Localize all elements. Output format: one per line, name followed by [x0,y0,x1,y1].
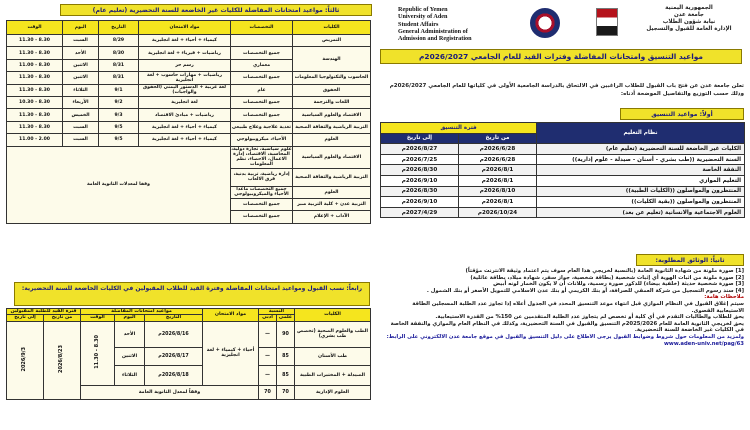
table-row [381,154,745,165]
table-row [7,35,371,47]
cell-scientific: 70 [277,385,295,399]
cell-spec: علوم سياسية، تجارة دولية، المحاسبة، الاقتصاد، إدارة الاعمال، الاحصاء، نظم المعلومات [231,147,292,168]
cell-college: العلوم [293,134,371,146]
cell-day: السبت [63,134,99,146]
documents-list [386,268,744,347]
document-item: [4] سند رسوم التسجيل من شركة العمقي للصرافة، أو بنك الكريمي أو بنك عدن الاسلامي للتمويل الأصغر أو بنك الشمول . [426,287,744,294]
row-to: 2026/8/30م [381,186,459,197]
cell-college: الحاسوب والتكنولوجيا المعلومات [293,72,371,84]
cell-exam-day: الثلاثاء [115,365,145,385]
cell-college: الآداب + الإعلام [293,211,371,223]
head-to: إلى تاريخ [381,133,459,144]
cell-spec: جميع التخصصات [231,72,293,84]
head-ratio: النسبة [259,309,295,315]
header-en-line: Admission and Registration [398,35,472,43]
cell-college: الهندسة [293,47,371,72]
cell-date: 8/31 [99,72,139,84]
cell-subjects: كيمياء + أحياء + لغة انجليزية [139,35,231,47]
reg-to-text: 2026/9/3 [21,346,28,372]
table-row [7,134,371,146]
row-from: 2026/6/28م [459,154,537,165]
table-row [381,207,745,218]
cell-date: 8/30 [99,47,139,59]
note-item: يحق لخريجي الثانوية العامة للعام 2025/2026م التنسيق والقبول في السنة التحضيرية، وكذلك في النظام العام والموازي والنفقة الخاصة في الكليات غير الخاضعة للسنة التحضيرية. [390,320,744,334]
cell-spec [231,35,293,47]
cell-spec: الأحياء، ميكروبيولوجي [231,134,293,146]
head-scientific: علمي [277,315,295,321]
note-item: ولمزيد من المعلومات حول شروط وضوابط القبول يرجى الاطلاع على دليل التنسيق والقبول في موقع جامعة عدن الالكتروني على الرابط: www.aden-univ.net/pag/63 [386,333,744,347]
cell-exam-date: 2026/8/16م [145,321,203,347]
cell-date: 9/3 [99,109,139,121]
cell-time: 8.30 - 11.30 [7,109,63,121]
header-english [398,6,508,42]
row-from: 2026/10/24م [459,207,537,218]
head-reg-to: إلى تاريخ [7,315,44,321]
cell-college: طب الأسنان [295,347,371,365]
cell-day: الاثنين [63,59,99,71]
head-time: الوقت [7,21,63,35]
note-item: يحق للطلاب والطالبات التقدم في أي كلية أو تخصص لم يتجاوز عدد الطلبة المتقدمين عن 150% من القدرة الاستيعابية. [435,314,744,321]
exam-schedule-table [6,20,370,224]
document-item: [1] صورة ملونة من شهادة الثانوية العامة (بالنسبة لخريجي هذا العام سوف يتم اعتماد وثيقة الانترنت مؤقتاً) [465,268,744,274]
header-en-line: General Administration of [398,27,468,35]
head-period: فترة التنسيق [381,123,537,134]
header-ar-line: الجمهورية اليمنية [665,5,713,11]
header-en-line: University of Aden [398,13,448,21]
header-en-line: Republic of Yemen [398,6,448,13]
cell-time: 2.00 - 11.00 [7,134,63,146]
cell-college: التربية الرياضية والثقافة الصحية [293,168,371,186]
table-row [381,175,745,186]
cell-time: 8.30 - 11.30 [7,35,63,47]
cell-spec: جميع التخصصات ماعدا الأحياء والميكروبيولوجي [231,186,293,198]
row-category: المنتظرون والمواصلون ((الكليات الطبية)) [537,186,745,197]
cell-by-average: وفقا لمعدلات الثانوية العامة [7,146,231,223]
intro-paragraph: تعلن جامعة عدن عن فتح باب القبول للطلاب الراغبين في الالتحاق بالدراسة الجامعية الأولى في كلياتها للعام الجامعي 2026/2027م وذلك حسب التوزيع والتفاصيل الموضحة أدناه: [389,83,744,97]
header-en-line: Student Affairs [398,20,439,28]
cell-spec: تغذية علاجية وعلاج طبيعي [231,121,293,133]
row-from: 2026/8/1م [459,175,537,186]
cell-date: 9/1 [99,84,139,96]
row-category: العلوم الاجتماعية والانسانية (تعليم عن بعد) [537,207,745,218]
cell-day: السبت [63,35,99,47]
coordination-table [380,122,744,218]
cell-college: التربية الرياضية والثقافة الصحية [293,121,371,133]
head-colleges: الكليات [295,309,371,322]
table-row [381,197,745,208]
cell-date: 9/5 [99,121,139,133]
cell-college: الطب والعلوم الصحية (تخصص طب بشري) [295,321,371,347]
notes-title: ملاحظات هامة: [704,294,744,301]
head-registration: فترة القيد للطلبة المقبولين [7,309,81,315]
cell-college: التمريض [293,35,371,47]
cell-literary: — [259,321,277,347]
university-seal-icon [530,8,560,38]
head-date: التاريخ [145,315,203,321]
row-to: 2026/8/30م [381,165,459,176]
head-date: التاريخ [99,21,139,35]
cell-reg-to [7,321,44,399]
cell-exam-day: الاثنين [115,347,145,365]
cell-spec: جميع التخصصات [231,109,293,121]
head-specs: التخصصات [231,21,293,35]
header-ar-line: نيابة شؤون الطلاب [662,19,716,25]
cell-date: 9/5 [99,134,139,146]
document-item: [2] صورة ملونة من اثبات الهوية أي إثبات شخصية (بطاقة شخصية، جواز سفر، شهادة ميلاد، بطاقة عائلية) [470,274,744,281]
table-row [7,84,371,96]
cell-literary: — [259,347,277,365]
cell-date: 8/29 [99,35,139,47]
table-row [381,165,745,176]
row-category: النفقة الخاصة [537,165,745,176]
head-exam-dates: مواعيد امتحانات المفاضلة [81,309,203,315]
row-category: التعليم الموازي [537,175,745,186]
cell-day: الخميس [63,109,99,121]
table-row [7,47,371,59]
cell-spec: معماري [231,59,293,71]
row-category: السنة التحضيرية ((طب بشري - أسنان - صيدلة - علوم إدارية)) [537,154,745,165]
cell-college: العلوم الإدارية [295,385,371,399]
head-subjects: مواد الامتحان [139,21,231,35]
cell-subjects: رياضيات + مبادئ الاقتصاد [139,109,231,121]
cell-day: الأربعاء [63,96,99,108]
row-from: 2026/8/1م [459,197,537,208]
cell-time: 8.30 - 11.30 [7,47,63,59]
page-title: مواعيد التنسيق وامتحانات المفاضلة وفترات القيد للعام الجامعي 2026/2027م [380,49,742,64]
cell-spec: إدارة رياضية، تربية بدنية، فرق الالعاب [231,168,293,186]
table-row [7,121,371,133]
cell-date: 9/2 [99,96,139,108]
row-from: 2026/8/1م [459,165,537,176]
table-row [7,96,371,108]
row-category: المنتظرون والمواصلون ((بقية الكليات)) [537,197,745,208]
head-category: نظام التعليم [537,123,745,144]
cell-time: 8.30 - 11.30 [7,84,63,96]
cell-spec: جميع التخصصات [231,198,293,210]
cell-college: الاقتصاد والعلوم السياسية [293,146,371,168]
header-arabic [633,5,745,33]
cell-college: الاقتصاد والعلوم السياسية [293,109,371,121]
cell-time: 8.30 - 11.30 [7,121,63,133]
cell-date: 8/31 [99,59,139,71]
table-row [381,144,745,155]
cell-subjects: لغة انجليزية [139,96,231,108]
cell-exam-date: 2026/8/18م [145,365,203,385]
row-to: 2027/4/29م [381,207,459,218]
note-item: سيتم إغلاق القبول في النظام الموازي قبل انتهاء موعد التنسيق المحدد في الجدول أعلاه إذا تجاوز عدد الطلبة المسجلين الطاقة الاستيعابية القصوى. [412,300,744,314]
cell-scientific: 85 [277,347,295,365]
cell-college: التربية عدن + كلية التربية صبر [293,198,371,210]
head-time: الوقت [81,315,115,321]
cell-spec: جميع التخصصات [231,211,293,223]
cell-exam-date: 2026/8/17م [145,347,203,365]
flag-emblem-icon [596,8,618,36]
cell-college: العلوم [293,186,371,198]
cell-subjects: رياضيات + فيزياء + لغة انجليزية [139,47,231,59]
cell-time: 8.30 - 11.30 [7,72,63,84]
cell-spec: عام [231,84,293,96]
row-from: 2026/8/10م [459,186,537,197]
cell-literary: 70 [259,385,277,399]
head-from: من تاريخ [459,133,537,144]
head-literary: أدبي [259,315,277,321]
head-colleges: الكليات [293,21,371,35]
table-row [7,321,371,347]
cell-scientific: 90 [277,321,295,347]
cell-subjects: لغة عربية + الدستور اليمني (الحقوق والواجبات) [139,84,231,96]
cell-spec: جميع التخصصات [231,47,293,59]
exam-time-text: 8.30 - 11.30 [93,335,100,369]
head-reg-from: من تاريخ [44,315,81,321]
row-to: 2026/7/25م [381,154,459,165]
head-day: اليوم [63,21,99,35]
section2-tag: ثانياً: الوثائق المطلوبة: [636,254,744,266]
section1-tag: أولاً: مواعيد التنسيق [620,108,744,120]
section3-tag: ثالثاً: مواعيد امتحانات المفاضلة للكليات غير الخاضعة للسنة التحضيرية (تعليم عام) [60,4,372,16]
cell-subjects: كيمياء + أحياء + لغة انجليزية [139,121,231,133]
cell-college: اللغات والترجمة [293,96,371,108]
cell-spec: جميع التخصصات [231,96,293,108]
document-item: [3] صورة شخصية حديثة (خلفية بيضاء) للذكور صورة رسمية، وللاناث أن لا يكون الخمار لونه أبيض [493,281,744,288]
cell-scientific: 85 [277,365,295,385]
cell-day: الثلاثاء [63,84,99,96]
cell-day: السبت [63,121,99,133]
cell-exam-day: الأحد [115,321,145,347]
cell-day: الأحد [63,47,99,59]
row-to: 2026/9/10م [381,175,459,186]
row-from: 2026/6/28م [459,144,537,155]
reg-from-text: 2026/8/23 [58,345,65,374]
section4-tag: رابعاً: نسب القبول ومواعيد امتحانات المفاضلة وفترة القيد للطلاب المقبولين في الكليات الخاضعة للسنة التحضيرية: [14,282,370,306]
cell-subjects: أحياء + كيمياء + لغة انجليزية [203,321,259,385]
cell-subjects: رياضيات + مهارات حاسوب + لغة انجليزية [139,72,231,84]
cell-subjects: كيمياء + أحياء + لغة انجليزية [139,134,231,146]
cell-day: الاثنين [63,72,99,84]
row-to: 2026/8/27م [381,144,459,155]
cell-literary: — [259,365,277,385]
table-row [7,146,371,168]
cell-exam-time [81,321,115,385]
cell-time: 8.30 - 10.30 [7,96,63,108]
header-ar-line: الإدارة العامة للقبول والتسجيل [646,26,732,32]
cell-admin-subjects: وفقاً لمعدل الثانوية العامة [81,385,259,399]
row-to: 2026/9/10م [381,197,459,208]
head-subjects: مواد الامتحان [203,309,259,322]
cell-reg-from [44,321,81,399]
cell-college: الصيدلة + المختبرات الطبية [295,365,371,385]
head-day: اليوم [115,315,145,321]
table-row [7,72,371,84]
cell-time: 8.30 - 11.00 [7,59,63,71]
cell-subjects: رسم حر [139,59,231,71]
row-category: الكليات غير الخاضعة للسنة التحضيرية (تعليم عام) [537,144,745,155]
table-row [7,109,371,121]
table-row [381,186,745,197]
header-ar-line: جامعة عدن [674,12,704,18]
cell-college: الحقوق [293,84,371,96]
preparatory-table [6,308,370,400]
